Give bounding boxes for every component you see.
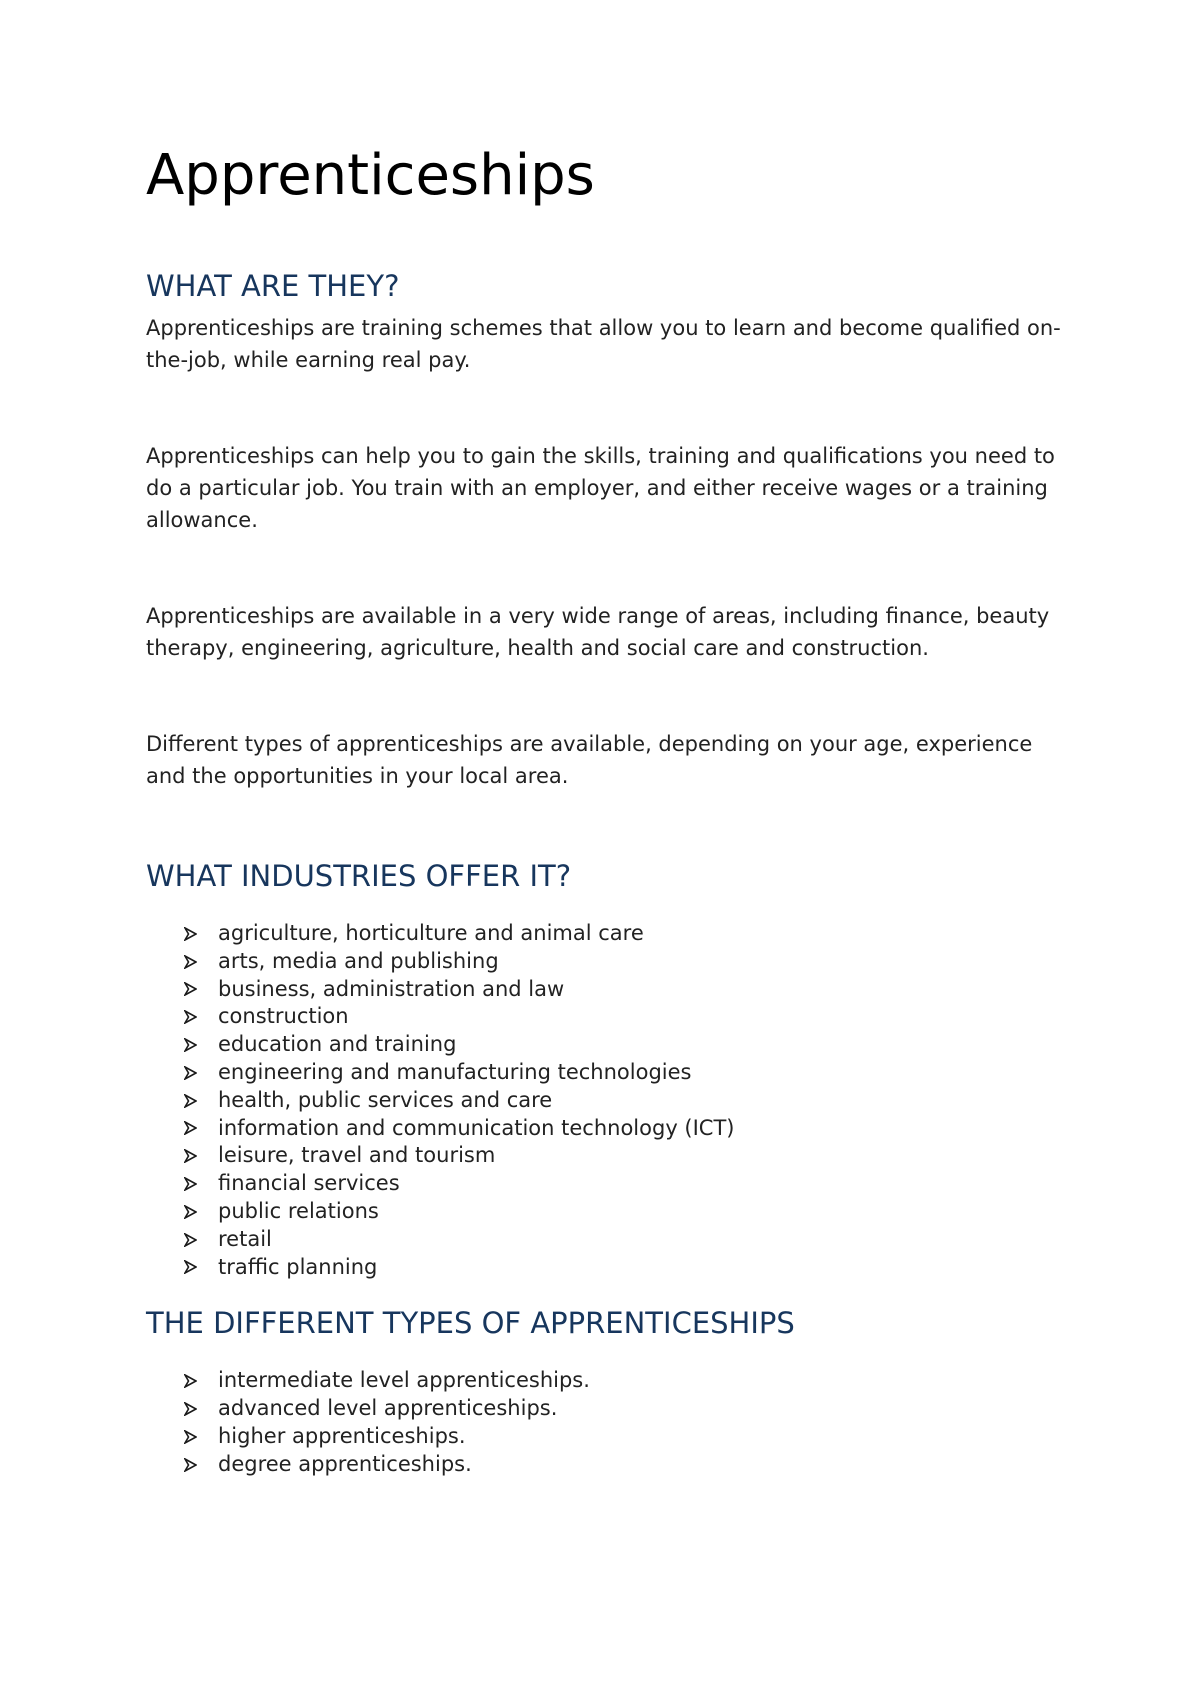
apprenticeship-types-list <box>146 1367 1066 1478</box>
list-item-text: construction <box>218 1004 349 1029</box>
list-item <box>146 976 1066 1004</box>
list-item-text: retail <box>218 1226 272 1251</box>
paragraph: Apprenticeships are available in a very wide range of areas, including finance, beauty therapy, engineering, agriculture, health and social care and construction. <box>146 604 1050 660</box>
list-item-text: education and training <box>218 1032 457 1057</box>
list-item-text: intermediate level apprenticeships. <box>218 1368 590 1393</box>
heading-what-are-they: WHAT ARE THEY? <box>146 269 400 303</box>
list-item <box>146 1087 1066 1115</box>
list-item <box>146 1031 1066 1059</box>
arrowhead-bullet-icon <box>184 920 200 948</box>
arrowhead-bullet-icon <box>184 1367 200 1395</box>
list-item <box>146 1115 1066 1143</box>
list-item-text: business, administration and law <box>218 976 565 1001</box>
list-item <box>146 948 1066 976</box>
paragraph: Apprenticeships can help you to gain the skills, training and qualifications you need to do a particular job. You train with an employer, and either receive wages or a training allowance. <box>146 444 1055 532</box>
arrowhead-bullet-icon <box>184 1059 200 1087</box>
list-item-text: advanced level apprenticeships. <box>218 1396 558 1421</box>
list-item-text: engineering and manufacturing technologies <box>218 1059 692 1084</box>
heading-industries: WHAT INDUSTRIES OFFER IT? <box>146 859 572 893</box>
arrowhead-bullet-icon <box>184 1003 200 1031</box>
list-item-text: degree apprenticeships. <box>218 1451 472 1476</box>
industries-list <box>146 920 1066 1281</box>
list-item <box>146 1254 1066 1282</box>
list-item-text: leisure, travel and tourism <box>218 1143 496 1168</box>
list-item-text: agriculture, horticulture and animal care <box>218 921 644 945</box>
list-item <box>146 1395 1066 1423</box>
heading-apprenticeship-types: THE DIFFERENT TYPES OF APPRENTICESHIPS <box>146 1306 795 1341</box>
arrowhead-bullet-icon <box>184 1226 200 1254</box>
list-item <box>146 1170 1066 1198</box>
list-item <box>146 1226 1066 1254</box>
arrowhead-bullet-icon <box>184 1031 200 1059</box>
list-item <box>146 1423 1066 1451</box>
list-item-text: traffic planning <box>218 1254 378 1279</box>
list-item-text: health, public services and care <box>218 1087 553 1112</box>
list-item-text: arts, media and publishing <box>218 948 499 973</box>
list-item-text: higher apprenticeships. <box>218 1423 466 1448</box>
list-item <box>146 1198 1066 1226</box>
arrowhead-bullet-icon <box>184 948 200 976</box>
arrowhead-bullet-icon <box>184 1423 200 1451</box>
paragraph: Different types of apprenticeships are available, depending on your age, experience and the opportunities in your local area. <box>146 732 1033 788</box>
paragraph: Apprenticeships are training schemes that allow you to learn and become qualified on-the-job, while earning real pay. <box>146 316 1061 372</box>
arrowhead-bullet-icon <box>184 1451 200 1479</box>
arrowhead-bullet-icon <box>184 1087 200 1115</box>
arrowhead-bullet-icon <box>184 1198 200 1226</box>
list-item <box>146 1142 1066 1170</box>
arrowhead-bullet-icon <box>184 976 200 1004</box>
list-item <box>146 1367 1066 1395</box>
list-item <box>146 1003 1066 1031</box>
arrowhead-bullet-icon <box>184 1254 200 1282</box>
arrowhead-bullet-icon <box>184 1395 200 1423</box>
list-item-text: information and communication technology (ICT) <box>218 1115 735 1140</box>
list-item-text: financial services <box>218 1171 400 1196</box>
arrowhead-bullet-icon <box>184 1115 200 1143</box>
list-item <box>146 1059 1066 1087</box>
document-title: Apprenticeships <box>146 143 595 208</box>
arrowhead-bullet-icon <box>184 1142 200 1170</box>
arrowhead-bullet-icon <box>184 1170 200 1198</box>
list-item-text: public relations <box>218 1198 379 1223</box>
document-content <box>146 140 1066 1479</box>
list-item <box>146 920 1066 948</box>
list-item <box>146 1451 1066 1479</box>
